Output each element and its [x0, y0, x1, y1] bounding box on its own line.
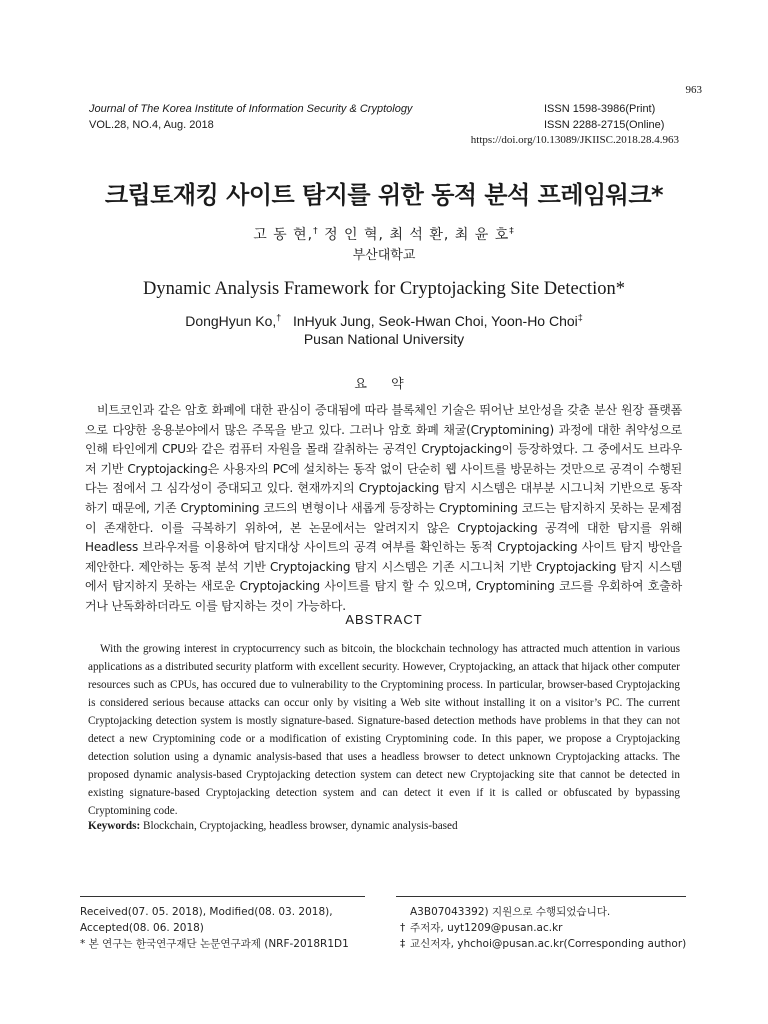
- affiliation-english: Pusan National University: [303, 331, 465, 347]
- corresponding-author-email: 교신저자, yhchoi@pusan.ac.kr(Corresponding author): [410, 938, 687, 950]
- author-others-korean: 정 인 혁, 최 석 환, 최 윤 호: [318, 227, 510, 243]
- author-first-english: DongHyun Ko,: [185, 313, 277, 329]
- first-author-mark: †: [313, 226, 319, 237]
- footnote-grant: A3B07043392) 지원으로 수행되었습니다.: [410, 906, 611, 918]
- footnote-corresponding-author: [400, 936, 686, 952]
- keywords-label: Keywords:: [88, 820, 141, 832]
- footnote-funding: * 본 연구는 한국연구재단 논문연구과제 (NRF-2018R1D1: [80, 938, 349, 950]
- first-author-mark: †: [400, 922, 406, 934]
- footnote-first-author: [400, 920, 562, 936]
- issn-online: ISSN 2288-2715(Online): [544, 119, 665, 131]
- page-number: 963: [685, 84, 702, 96]
- doi-link[interactable]: https://doi.org/10.13089/JKIISC.2018.28.4.963: [470, 134, 679, 146]
- abstract-english-heading: ABSTRACT: [345, 612, 423, 627]
- title-korean: 크립토재킹 사이트 탐지를 위한 동적 분석 프레임워크*: [104, 181, 664, 209]
- footnote-divider-right: [396, 896, 686, 897]
- authors-english: [0, 313, 768, 329]
- footnote-accepted: Accepted(08. 06. 2018): [80, 922, 204, 934]
- keywords: [88, 820, 680, 832]
- corresponding-author-mark: ‡: [400, 938, 406, 950]
- author-first-korean: 고 동 현,: [253, 227, 314, 243]
- affiliation-korean: 부산대학교: [352, 248, 416, 263]
- first-author-mark: †: [276, 312, 282, 323]
- title-english: Dynamic Analysis Framework for Cryptojacking Site Detection*: [143, 279, 625, 299]
- volume-info: VOL.28, NO.4, Aug. 2018: [89, 119, 214, 131]
- authors-korean: [0, 224, 768, 244]
- footnote-received: Received(07. 05. 2018), Modified(08. 03. 2018),: [80, 906, 333, 918]
- journal-name: Journal of The Korea Institute of Information Security & Cryptology: [89, 103, 413, 115]
- issn-print: ISSN 1598-3986(Print): [544, 103, 656, 115]
- first-author-email: 주저자, uyt1209@pusan.ac.kr: [410, 922, 563, 934]
- abstract-korean-heading: 요 약: [354, 377, 414, 392]
- corresponding-author-mark: ‡: [577, 312, 583, 323]
- footnote-divider-left: [80, 896, 365, 897]
- author-others-english: InHyuk Jung, Seok-Hwan Choi, Yoon-Ho Choi: [281, 313, 578, 329]
- abstract-english-body: With the growing interest in cryptocurrency such as bitcoin, the blockchain technology has attracted much attention in various applications as a distributed security platform with excellent security. However, Cryptojacking, an attack that hijack other computer resources such as CPUs, has occured due to vulnerability to the Cryptomining process. In particular, browser-based Cryptojacking is considered serious because attacks can occur only by visiting a Web site without installing it on a visitor’s PC. The current Cryptojacking detection system is mostly signature-based. Signature-based detection methods have problems in that they can not detect a new Cryptomining code or a modification of existing Cryptomining code. In this paper, we propose a Cryptojacking detection solution using a dynamic analysis-based that uses a headless browser to detect unknown Cryptojacking attacks. The proposed dynamic analysis-based Cryptojacking detection system can detect new Cryptojacking site that cannot be detected in existing signature-based Cryptojacking detection system and can detect it even if it is called or obfuscated by bypassing Cryptomining code.: [88, 643, 680, 817]
- abstract-korean-body: 비트코인과 같은 암호 화폐에 대한 관심이 증대됨에 따라 블록체인 기술은 뛰어난 보안성을 갖춘 분산 원장 플랫폼으로 다양한 응용분야에서 많은 주목을 받고 있다. 그러나 암호 화폐 채굴(Cryptomining) 과정에 대한 취약성으로 인해 타인에게 CPU와 같은 컴퓨터 자원을 몰래 갈취하는 공격인 Cryptojacking이 등장하였다. 그 중에서도 브라우저 기반 Cryptojacking은 사용자의 PC에 설치하는 동작 없이 단순히 웹 사이트를 방문하는 것만으로 공격이 수행된다는 점에서 그 심각성이 증대되고 있다. 현재까지의 Cryptojacking 탐지 시스템은 대부분 시그니처 기반으로 동작하기 때문에, 기존 Cryptomining 코드의 변형이나 새롭게 등장하는 Cryptomining 코드는 탐지하지 못하는 문제점이 존재한다. 이를 극복하기 위하여, 본 논문에서는 알려지지 않은 Cryptojacking 공격에 대한 탐지를 위해 Headless 브라우저를 이용하여 탐지대상 사이트의 공격 여부를 확인하는 동적 Cryptojacking 사이트 탐지 방안을 제안한다. 제안하는 동적 분석 기반 Cryptojacking 탐지 시스템은 기존 시그니처 기반 Cryptojacking 탐지 시스템에서 탐지하지 못하는 새로운 Cryptojacking 사이트를 탐지 할 수 있으며, Cryptomining 코드를 우회하여 호출하거나 난독화하더라도 이를 탐지하는 것이 가능하다.: [85, 403, 682, 613]
- keywords-list: Blockchain, Cryptojacking, headless browser, dynamic analysis-based: [140, 820, 458, 832]
- corresponding-author-mark: ‡: [509, 226, 515, 237]
